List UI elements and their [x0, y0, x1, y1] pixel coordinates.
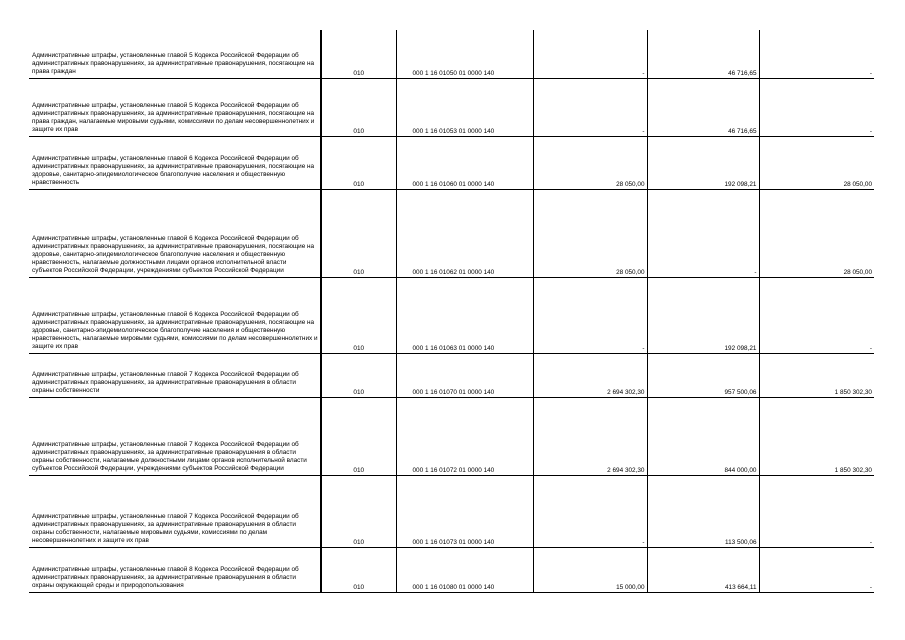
row-value-1-cell: 28 050,00 [533, 189, 647, 277]
row-line-code-cell: 010 [321, 277, 396, 353]
row-budget-code-cell: 000 1 16 01072 01 0000 140 [396, 397, 533, 475]
row-value-1-cell: 2 694 302,30 [533, 397, 647, 475]
row-name-cell: Административные штрафы, установленные главой 7 Кодекса Российской Федерации об административных правонарушениях, за административные правонарушения в области охраны собственности, налагаемые должностными лицами органов исполнительной власти субъектов Российской Федерации, учреждениями субъектов Российской Федерации [29, 397, 321, 475]
table-row [29, 30, 874, 78]
revenue-table [29, 30, 874, 593]
row-line-code-cell: 010 [321, 547, 396, 592]
row-value-3-cell: - [869, 69, 872, 77]
table-row [29, 78, 874, 136]
row-value-1-cell: 2 694 302,30 [533, 353, 647, 397]
row-name-cell: Административные штрафы, установленные главой 8 Кодекса Российской Федерации об административных правонарушениях, за административные правонарушения в области охраны окружающей среды и природопользования [29, 547, 321, 592]
table-row [29, 547, 874, 592]
row-value-3-cell: - [869, 538, 872, 546]
row-value-3-cell: 28 050,00 [843, 180, 872, 188]
row-line-code-cell: 010 [321, 30, 396, 78]
row-line-code-cell: 010 [321, 136, 396, 189]
row-value-1-cell: - [533, 78, 647, 136]
row-value-1-cell: - [533, 30, 647, 78]
row-value-2-cell: 46 716,65 [647, 78, 759, 136]
row-line-code-cell: 010 [321, 189, 396, 277]
table-row [29, 353, 874, 397]
row-value-2-cell: 192 098,21 [647, 277, 759, 353]
table-row [29, 277, 874, 353]
table-row [29, 475, 874, 547]
row-budget-code-cell: 000 1 16 01053 01 0000 140 [396, 78, 533, 136]
table-row [29, 397, 874, 475]
row-value-2-cell: 957 500,06 [647, 353, 759, 397]
row-name-cell: Административные штрафы, установленные главой 6 Кодекса Российской Федерации об административных правонарушениях, за административные правонарушения, посягающие на здоровье, санитарно-эпидемиологическое благополучие населения и общественную нравственность, налагаемые мировыми судьями, комиссиями по делам несовершеннолетних и защите их прав [29, 277, 321, 353]
row-value-3-cell: 1 850 302,30 [834, 388, 872, 396]
row-name-cell: Административные штрафы, установленные главой 7 Кодекса Российской Федерации об административных правонарушениях, за административные правонарушения в области охраны собственности, налагаемые мировыми судьями, комиссиями по делам несовершеннолетних и защите их прав [29, 475, 321, 547]
row-value-3-cell: - [869, 127, 872, 135]
row-budget-code-cell: 000 1 16 01070 01 0000 140 [396, 353, 533, 397]
row-line-code-cell: 010 [321, 353, 396, 397]
row-value-1-cell: 15 000,00 [533, 547, 647, 592]
row-value-1-cell: - [533, 277, 647, 353]
row-budget-code-cell: 000 1 16 01050 01 0000 140 [396, 30, 533, 78]
row-line-code-cell: 010 [321, 78, 396, 136]
row-name-cell: Административные штрафы, установленные главой 6 Кодекса Российской Федерации об административных правонарушениях, за административные правонарушения, посягающие на здоровье, санитарно-эпидемиологическое благополучие населения и общественную нравственность [29, 136, 321, 189]
row-value-2-cell: - [647, 189, 759, 277]
row-line-code-cell: 010 [321, 475, 396, 547]
row-budget-code-cell: 000 1 16 01063 01 0000 140 [396, 277, 533, 353]
row-budget-code-cell: 000 1 16 01062 01 0000 140 [396, 189, 533, 277]
table-row [29, 189, 874, 277]
row-value-1-cell: - [533, 475, 647, 547]
row-line-code-cell: 010 [321, 397, 396, 475]
row-budget-code-cell: 000 1 16 01073 01 0000 140 [396, 475, 533, 547]
row-value-3-cell: 28 050,00 [843, 268, 872, 276]
row-name-cell: Административные штрафы, установленные главой 5 Кодекса Российской Федерации об административных правонарушениях, за административные правонарушения, посягающие на права граждан, налагаемые мировыми судьями, комиссиями по делам несовершеннолетних и защите их прав [29, 78, 321, 136]
row-name-cell: Административные штрафы, установленные главой 7 Кодекса Российской Федерации об административных правонарушениях, за административные правонарушения в области охраны собственности [29, 353, 321, 397]
row-value-3-cell: - [869, 583, 872, 591]
row-value-2-cell: 844 000,00 [647, 397, 759, 475]
row-name-cell: Административные штрафы, установленные главой 5 Кодекса Российской Федерации об административных правонарушениях, за административные правонарушения, посягающие на права граждан [29, 30, 321, 78]
row-budget-code-cell: 000 1 16 01060 01 0000 140 [396, 136, 533, 189]
row-value-2-cell: 413 664,11 [647, 547, 759, 592]
row-value-1-cell: 28 050,00 [533, 136, 647, 189]
row-budget-code-cell: 000 1 16 01080 01 0000 140 [396, 547, 533, 592]
table-row [29, 136, 874, 189]
row-value-2-cell: 113 500,06 [647, 475, 759, 547]
row-value-3-cell: - [869, 344, 872, 352]
row-value-3-cell: 1 850 302,30 [834, 466, 872, 474]
row-name-cell: Административные штрафы, установленные главой 6 Кодекса Российской Федерации об административных правонарушениях, за административные правонарушения, посягающие на здоровье, санитарно-эпидемиологическое благополучие населения и общественную нравственность, налагаемые должностными лицами органов исполнительной власти субъектов Российской Федерации, учреждениями субъектов Российской Федерации [29, 189, 321, 277]
row-value-2-cell: 192 098,21 [647, 136, 759, 189]
row-value-2-cell: 46 716,65 [647, 30, 759, 78]
